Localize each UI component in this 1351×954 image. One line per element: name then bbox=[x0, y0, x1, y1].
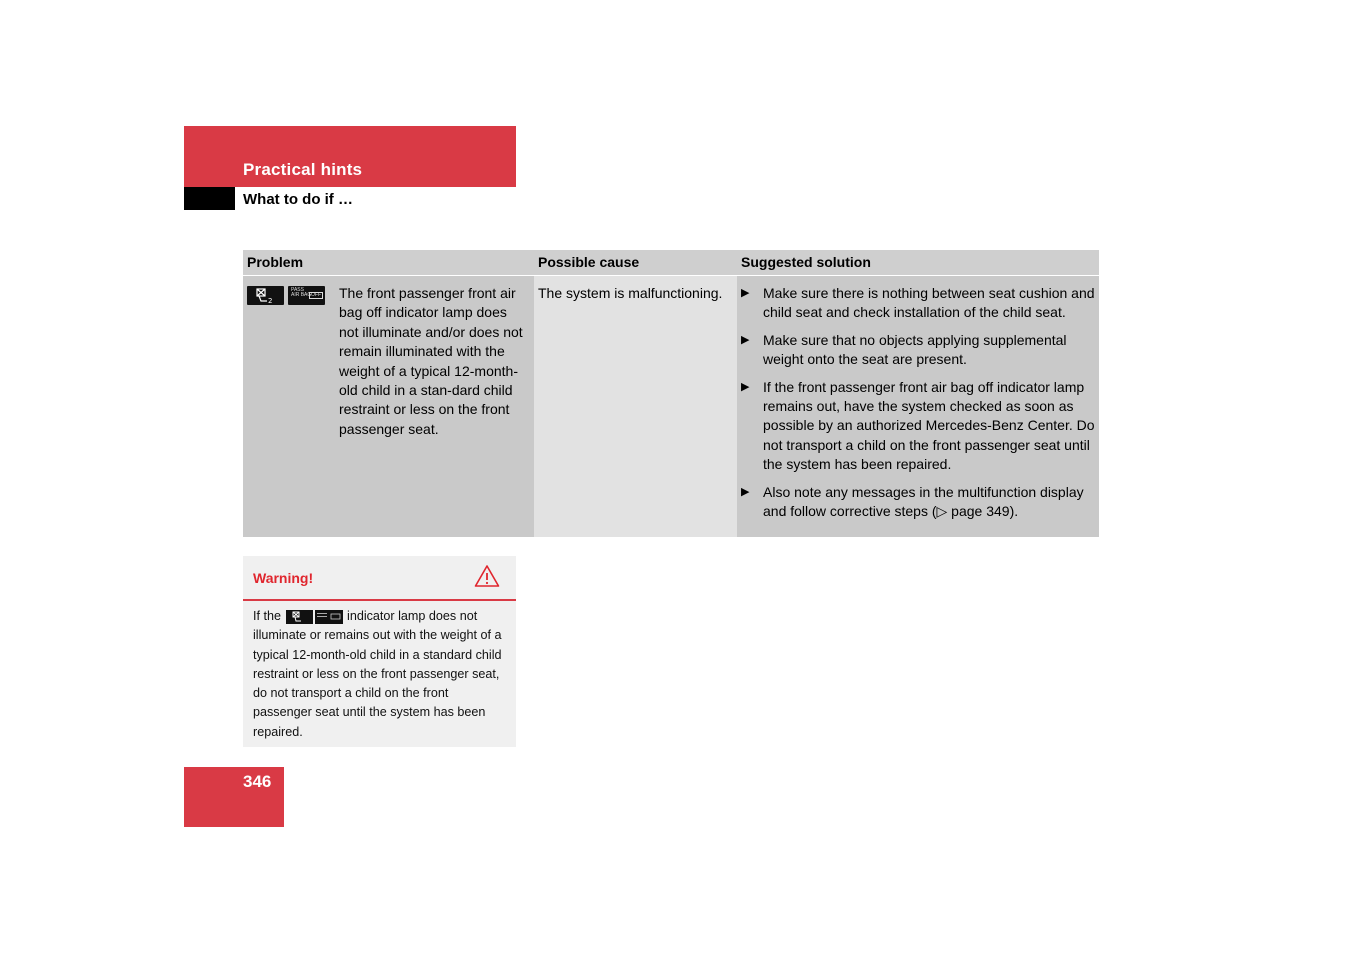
warning-header bbox=[243, 556, 516, 601]
column-header-cause: Possible cause bbox=[534, 250, 737, 276]
indicator-icons bbox=[247, 284, 339, 439]
arrow-bullet-icon: ▶ bbox=[741, 380, 750, 393]
warning-triangle-icon bbox=[474, 564, 500, 593]
page-subtitle: What to do if … bbox=[243, 191, 353, 208]
solution-cell bbox=[737, 276, 1099, 538]
solution-list bbox=[741, 284, 1095, 521]
problem-text: The front passenger front air bag off indicator lamp does not illuminate and/or does not remain illuminated with the weight of a typical 12-month-old child in a stan-dard child restraint or less on the front passenger seat. bbox=[339, 285, 523, 437]
troubleshooting-table bbox=[243, 250, 1099, 537]
list-item: ▶ Make sure that no objects applying supplemental weight onto the seat are present. bbox=[741, 331, 1067, 368]
section-title: Practical hints bbox=[243, 160, 363, 179]
child-seat-recognition-icon bbox=[247, 286, 284, 305]
cause-text: The system is malfunctioning. bbox=[538, 285, 723, 301]
airbag-label: PASS AIR BAG bbox=[291, 287, 312, 298]
column-header-problem: Problem bbox=[243, 250, 534, 276]
list-item: ▶ If the front passenger front air bag off indicator lamp remains out, have the system checked as soon as possible by an authorized Mercedes-Benz Center. Do not transport a child on the front passenger seat until the system has been repaired. bbox=[741, 378, 1095, 473]
arrow-bullet-icon: ▶ bbox=[741, 333, 750, 346]
problem-cell bbox=[243, 276, 534, 538]
pass-air-bag-off-icon bbox=[288, 286, 325, 305]
warning-text: If the indicator lamp does not illuminate or remains out with the weight of a typical 12-month-old child in a standard child restraint or less on the front passenger seat, do not transport a child on the front passenger seat until the system has been repaired. bbox=[253, 609, 502, 739]
arrow-bullet-icon: ▶ bbox=[741, 287, 750, 299]
list-item: ▶ Make sure there is nothing between seat cushion and child seat and check installation of the child seat. bbox=[741, 285, 1095, 321]
page-number: 346 bbox=[243, 772, 272, 791]
pass-air-bag-off-icon bbox=[315, 610, 343, 624]
list-item: ▶ Also note any messages in the multifunction display and follow corrective steps (▷ page 349). bbox=[741, 483, 1084, 520]
airbag-off-label: OFF bbox=[311, 292, 321, 298]
table-header-row bbox=[243, 250, 1099, 276]
svg-text:2: 2 bbox=[268, 297, 273, 305]
table-row bbox=[243, 276, 1099, 538]
arrow-bullet-icon: ▶ bbox=[741, 485, 750, 498]
section-marker bbox=[184, 187, 235, 210]
cause-cell bbox=[534, 276, 737, 538]
column-header-solution: Suggested solution bbox=[737, 250, 1099, 276]
warning-box bbox=[243, 556, 516, 747]
warning-label: Warning! bbox=[253, 570, 314, 586]
child-seat-recognition-icon bbox=[286, 610, 313, 624]
